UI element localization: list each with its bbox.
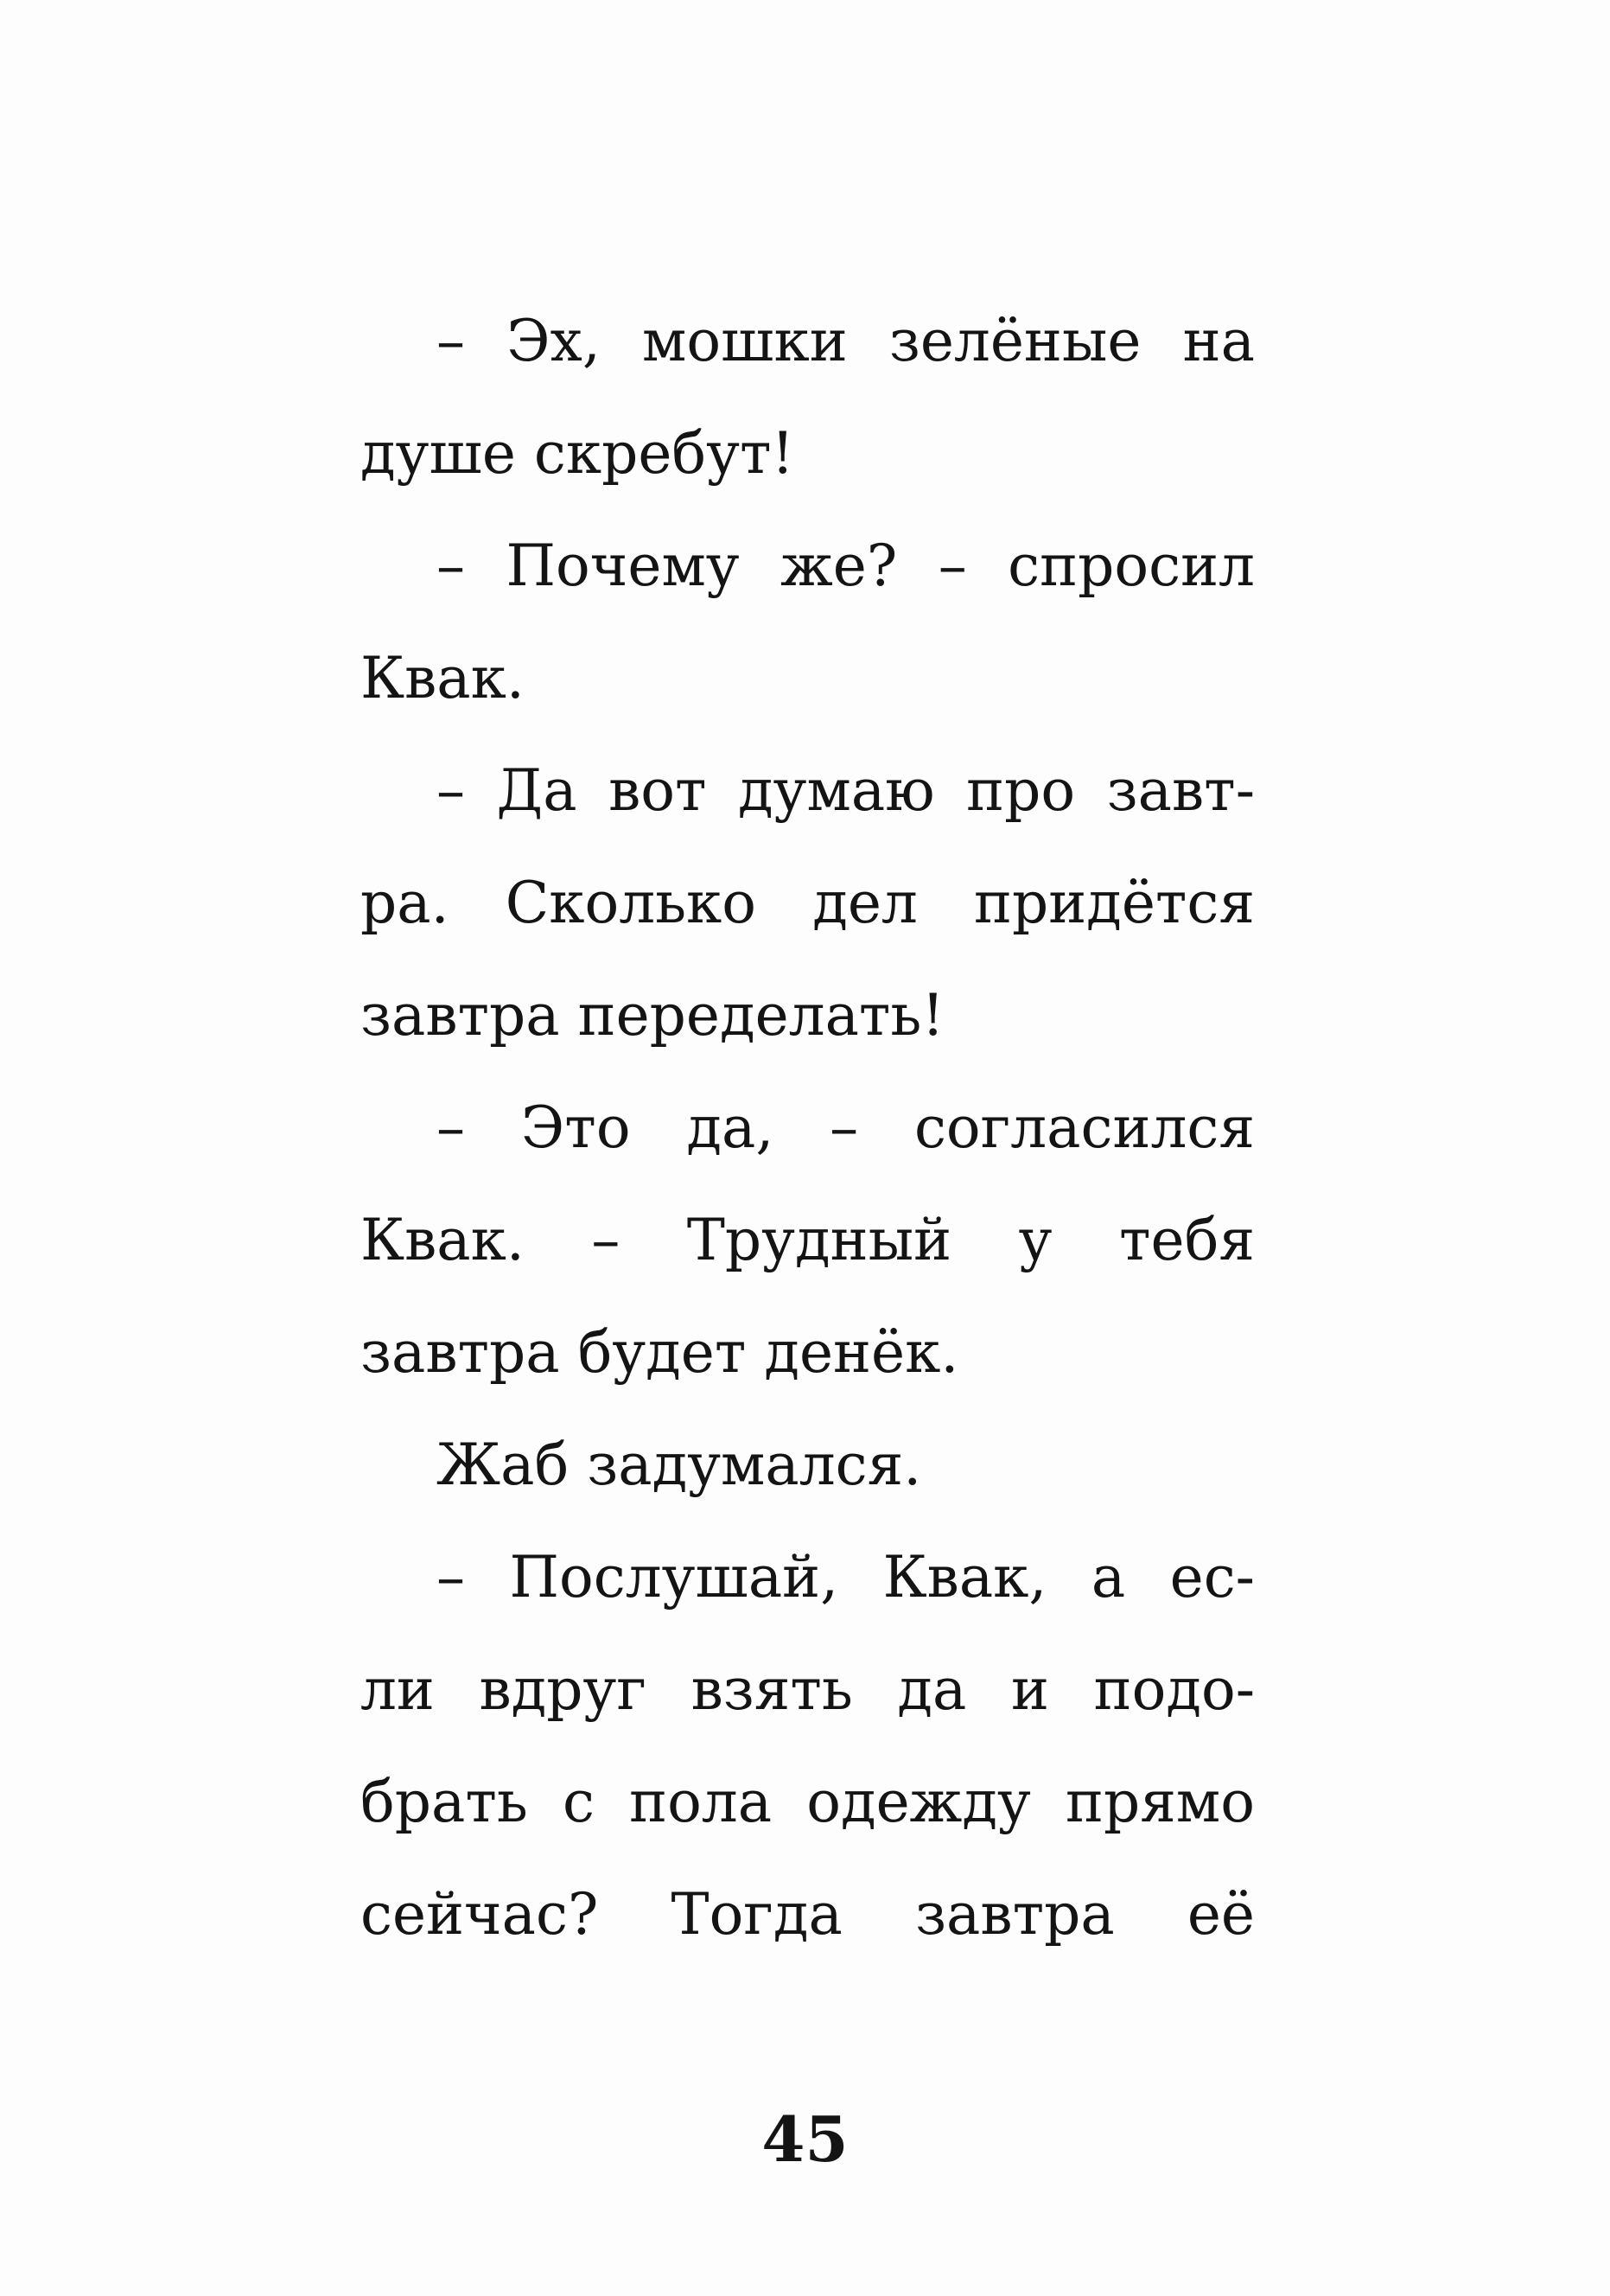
text-line: завтра будет денёк.: [360, 1319, 959, 1386]
text-line: – Эх, мошки зелёные на: [436, 308, 1255, 374]
text-line: сейчас? Тогда завтра её: [360, 1881, 1255, 1948]
text-line: душе скребут!: [360, 420, 794, 487]
text-line: Квак. – Трудный у тебя: [360, 1207, 1255, 1273]
text-line: ра. Сколько дел придётся: [360, 870, 1255, 936]
text-line: – Это да, – согласился: [436, 1094, 1255, 1161]
text-line: завтра переделать!: [360, 982, 945, 1049]
text-line: брать с пола одежду прямо: [360, 1769, 1255, 1835]
text-line: – Послушай, Квак, а ес-: [436, 1544, 1255, 1610]
page-number: 45: [761, 2102, 849, 2176]
text-line: – Да вот думаю про завт-: [436, 757, 1255, 824]
text-line: Жаб задумался.: [436, 1432, 922, 1498]
text-line: Квак.: [360, 645, 525, 711]
text-line: ли вдруг взять да и подо-: [360, 1656, 1255, 1723]
text-line: – Почему же? – спросил: [436, 533, 1255, 599]
body-text: [360, 285, 1255, 1971]
